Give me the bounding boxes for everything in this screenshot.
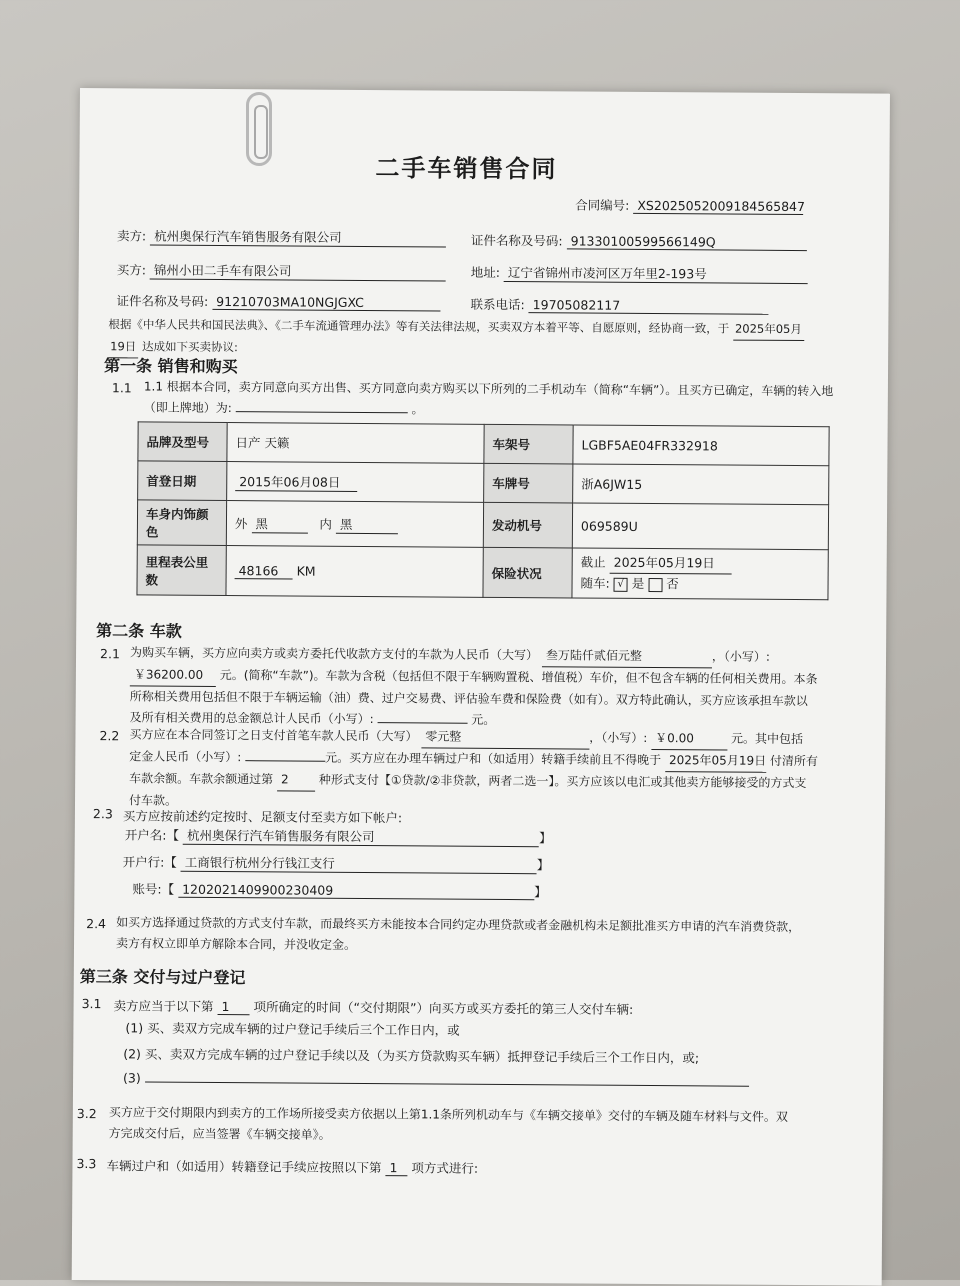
document-title: 二手车销售合同 — [375, 154, 558, 184]
vehicle-table — [136, 421, 829, 600]
clause-3-2 — [109, 1102, 843, 1149]
yes-label: 是 — [631, 575, 645, 591]
reg-date-value: 2015年06月08日 — [235, 472, 357, 492]
contract-number: XS2025052009184565847 — [633, 198, 803, 215]
mileage-label — [137, 545, 226, 596]
buyer-cert-number: 91210703MA10NGJGXC — [212, 294, 440, 312]
color-label-b: 色 — [145, 524, 159, 540]
brand-label: 品牌及型号 — [138, 422, 227, 462]
clause-3-3-text-a: 车辆过户和（如适用）转籍登记手续应按照以下第 — [106, 1158, 382, 1176]
reg-date-cell — [227, 462, 484, 503]
delivery-option-1: (1) 买、卖双方完成车辆的过户登记手续后三个工作日内，或 — [125, 1020, 460, 1038]
color-cell — [226, 501, 483, 548]
clause-1-1-num: 1.1 — [111, 380, 132, 396]
follow-label: 随车: — [580, 575, 610, 591]
clause-2-4-text-a: 如买方选择通过贷款的方式支付车款，而最终买方未能按本合同约定办理贷款或者金融机构未足额批准买方申请的汽车消费贷款， — [116, 915, 801, 935]
clause-1-1-text: 1.1 根据本合同，卖方同意向买方出售、买方同意向卖方购买以下所列的二手机动车（简称“车辆”）。且买方已确定，车辆的转入地 — [143, 379, 834, 399]
outer-color-value: 黑 — [251, 514, 307, 533]
contract-number-label: 合同编号: — [575, 197, 630, 213]
clause-2-1-text-a: 为购买车辆，买方应向卖方或卖方委托代收款方支付的车款为人民币（大写） — [130, 645, 539, 663]
bracket-close: 】 — [538, 830, 552, 846]
engine-label: 发动机号 — [483, 502, 572, 548]
phone-label: 联系电话: — [470, 296, 525, 313]
destination-blank — [236, 411, 408, 413]
account-number-row — [132, 879, 546, 900]
clause-3-3 — [106, 1156, 478, 1177]
seller-name: 杭州奥保行汽车销售服务有限公司 — [150, 226, 446, 247]
clause-2-4 — [116, 912, 836, 959]
account-number: 1202021409900230409 — [178, 882, 534, 900]
engine-value: 069589U — [572, 503, 828, 550]
clause-2-1-text-c: 所称相关费用包括但不限于车辆运输（油）费、过户交易费、评估验车费和保险费（如有）。双方特此确认，买方应该承担车款以 — [129, 689, 808, 709]
contract-page — [72, 88, 890, 1286]
clause-2-2-text-f: 车款余额。车款余额通过第 — [129, 771, 274, 787]
insurance-label: 保险状况 — [483, 547, 572, 598]
buyer-row — [117, 260, 446, 281]
delivery-option-3 — [123, 1070, 749, 1089]
table-row — [137, 500, 828, 550]
intro-tail: 达成如下买卖协议: — [141, 339, 238, 355]
clause-3-1-text-a: 卖方应当于以下第 — [113, 998, 214, 1014]
contract-number-row — [575, 195, 806, 215]
section-2-heading: 第二条 车款 — [96, 621, 182, 641]
price-amount: ￥36200.00 — [130, 664, 216, 687]
price-uppercase: 叁万陆仟贰佰元整 — [542, 645, 712, 668]
bracket-close: 】 — [536, 857, 550, 873]
account-name: 杭州奥保行汽车销售服务有限公司 — [183, 826, 539, 847]
clause-3-1-num: 3.1 — [81, 996, 102, 1012]
insurance-cell — [572, 548, 828, 600]
mileage-label-b: 数 — [145, 571, 159, 588]
clause-1-1-end: 。 — [411, 402, 424, 417]
table-row — [138, 461, 829, 505]
clause-2-4-num: 2.4 — [86, 916, 107, 932]
clause-1-1 — [144, 376, 844, 423]
insurance-date: 2025年05月19日 — [610, 553, 732, 575]
clause-3-1-text-b: 项所确定的时间（“交付期限”）向买方或买方委托的第三人交付车辆: — [253, 999, 634, 1017]
clause-2-3-num: 2.3 — [92, 806, 113, 822]
clause-2-2-text-e: 付清所有 — [769, 753, 819, 769]
clause-2-2-text-h: 付车款。 — [128, 793, 178, 808]
deposit-blank — [245, 760, 325, 762]
delivery-option-2: (2) 买、卖双方完成车辆的过户登记手续以及（为买方贷款购买车辆）抵押登记手续后三个工作日内，或; — [123, 1046, 700, 1066]
address-row — [471, 263, 808, 284]
transfer-item: 1 — [385, 1160, 407, 1176]
table-row — [138, 422, 829, 466]
buyer-cert-row — [116, 291, 440, 311]
account-number-label: 账号:【 — [132, 881, 175, 897]
section-3-heading: 第三条 交付与过户登记 — [79, 967, 246, 988]
color-label — [137, 500, 226, 546]
clause-2-1 — [130, 642, 831, 733]
intro-text: 根据《中华人民共和国民法典》、《二手车流通管理办法》等有关法律法规，买卖双方本着平等、自愿原则，经协商一致，于 — [108, 317, 730, 336]
clause-3-3-text-b: 项方式进行: — [411, 1160, 479, 1176]
seller-label: 卖方: — [116, 228, 147, 244]
outer-color-label: 外 — [234, 515, 248, 531]
total-amount-blank — [377, 722, 467, 724]
mileage-cell — [226, 546, 483, 598]
clause-2-1-text-e: 元。 — [471, 712, 496, 727]
clause-3-3-num: 3.3 — [76, 1156, 97, 1172]
vin-value: LGBF5AE04FR332918 — [573, 425, 829, 466]
seller-cert-row — [471, 231, 807, 251]
clause-2-1-num: 2.1 — [99, 646, 120, 662]
bank-row — [123, 852, 550, 874]
inner-color-value: 黑 — [336, 514, 398, 533]
delivery-option-3-blank — [145, 1081, 749, 1086]
bank-name: 工商银行杭州分行钱江支行 — [181, 853, 537, 874]
buyer-name: 锦州小田二手车有限公司 — [150, 260, 446, 281]
clause-3-1 — [114, 996, 634, 1018]
bank-label: 开户行:【 — [122, 854, 177, 870]
buyer-address: 辽宁省锦州市凌河区万年里2-193号 — [504, 263, 808, 284]
table-row — [137, 545, 828, 600]
color-label-a: 车身内饰颜 — [145, 506, 209, 522]
mileage-value: 48166 — [235, 563, 293, 579]
bracket-close: 】 — [534, 884, 547, 900]
clause-3-2-text-a: 买方应于交付期限内到卖方的工作场所接受卖方依据以上第1.1条所列机动车与《车辆交接单》交付的车辆及随车材料与文件。双 — [108, 1105, 788, 1124]
seller-cert-number: 91330100599566149Q — [567, 233, 807, 251]
clause-2-4-text-b: 卖方有权立即单方解除本合同，并没收定金。 — [115, 936, 357, 952]
paper-clip — [246, 92, 272, 166]
clause-2-1-text-b: 元。(简称“车款”)。车款为含税（包括但不限于车辆购置税、增值税）车价，但不包含车辆的任何相关费用。本条 — [219, 667, 818, 687]
reg-date-label: 首登日期 — [138, 461, 227, 501]
clause-3-2-text-b: 方完成交付后，应当签署《车辆交接单》。 — [108, 1126, 331, 1142]
intro-date-a: 2025年05月 — [733, 319, 804, 341]
payment-method: 2 — [277, 769, 315, 791]
clause-3-2-num: 3.2 — [76, 1106, 97, 1122]
vin-label: 车架号 — [484, 424, 573, 464]
seller-cert-label: 证件名称及号码: — [470, 232, 563, 249]
phone-row — [470, 295, 768, 315]
phone-number: 19705082117 — [529, 297, 769, 315]
insurance-prefix: 截止 — [580, 554, 606, 570]
delivery-item: 1 — [218, 999, 250, 1015]
clause-2-2 — [129, 724, 830, 816]
clause-2-2-text-b: 元。其中包括 — [730, 731, 804, 747]
clause-2-2-text-a: 买方应在本合同签订之日支付首笔车款人民币（大写） — [129, 727, 418, 744]
account-name-row — [125, 825, 552, 847]
buyer-cert-label: 证件名称及号码: — [116, 293, 209, 309]
mileage-label-a: 里程表公里 — [145, 553, 209, 570]
clause-2-2-small: ，（小写）: — [589, 730, 648, 745]
seller-row — [117, 226, 446, 247]
clause-2-2-text-d: 元。买方应在办理车辆过户和（如适用）转籍手续前且不得晚于 — [325, 750, 662, 768]
yes-checkbox[interactable]: √ — [614, 577, 628, 591]
down-payment-amount: ￥0.00 — [651, 728, 727, 751]
clause-1-1-text-b: （即上牌地）为: — [143, 400, 232, 416]
down-payment-uppercase: 零元整 — [421, 726, 589, 749]
buyer-label: 买方: — [116, 262, 147, 278]
intro-date-b: 19日 — [108, 336, 138, 358]
plate-value: 浙A6JW15 — [573, 464, 829, 505]
clause-2-1-text-d: 及所有相关费用的总金额总计人民币（小写）: — [129, 710, 374, 727]
inner-color-label: 内 — [319, 516, 332, 532]
clause-2-2-text-c: 定金人民币（小写）: — [129, 749, 242, 765]
clause-2-3-text: 买方应按前述约定按时、足额支付至卖方如下帐户: — [122, 808, 403, 826]
address-label: 地址: — [470, 264, 500, 280]
clause-2-2-num: 2.2 — [99, 728, 120, 744]
brand-value: 日产 天籁 — [227, 423, 484, 464]
clause-2-2-text-g: 种形式支付【①贷款/②非贷款，两者二选一】。买方应该以电汇或其他卖方能够接受的方式支 — [318, 772, 807, 791]
no-label: 否 — [666, 576, 679, 592]
mileage-unit: KM — [296, 563, 316, 579]
account-name-label: 开户名:【 — [124, 827, 180, 843]
plate-label: 车牌号 — [484, 463, 573, 503]
delivery-option-3-label: (3) — [123, 1070, 141, 1086]
clause-2-1-small: ，（小写）: — [711, 649, 770, 664]
section-1-heading: 第一条 销售和购买 — [103, 356, 238, 377]
final-payment-date: 2025年05月19日 — [665, 750, 766, 773]
no-checkbox[interactable] — [648, 577, 662, 591]
